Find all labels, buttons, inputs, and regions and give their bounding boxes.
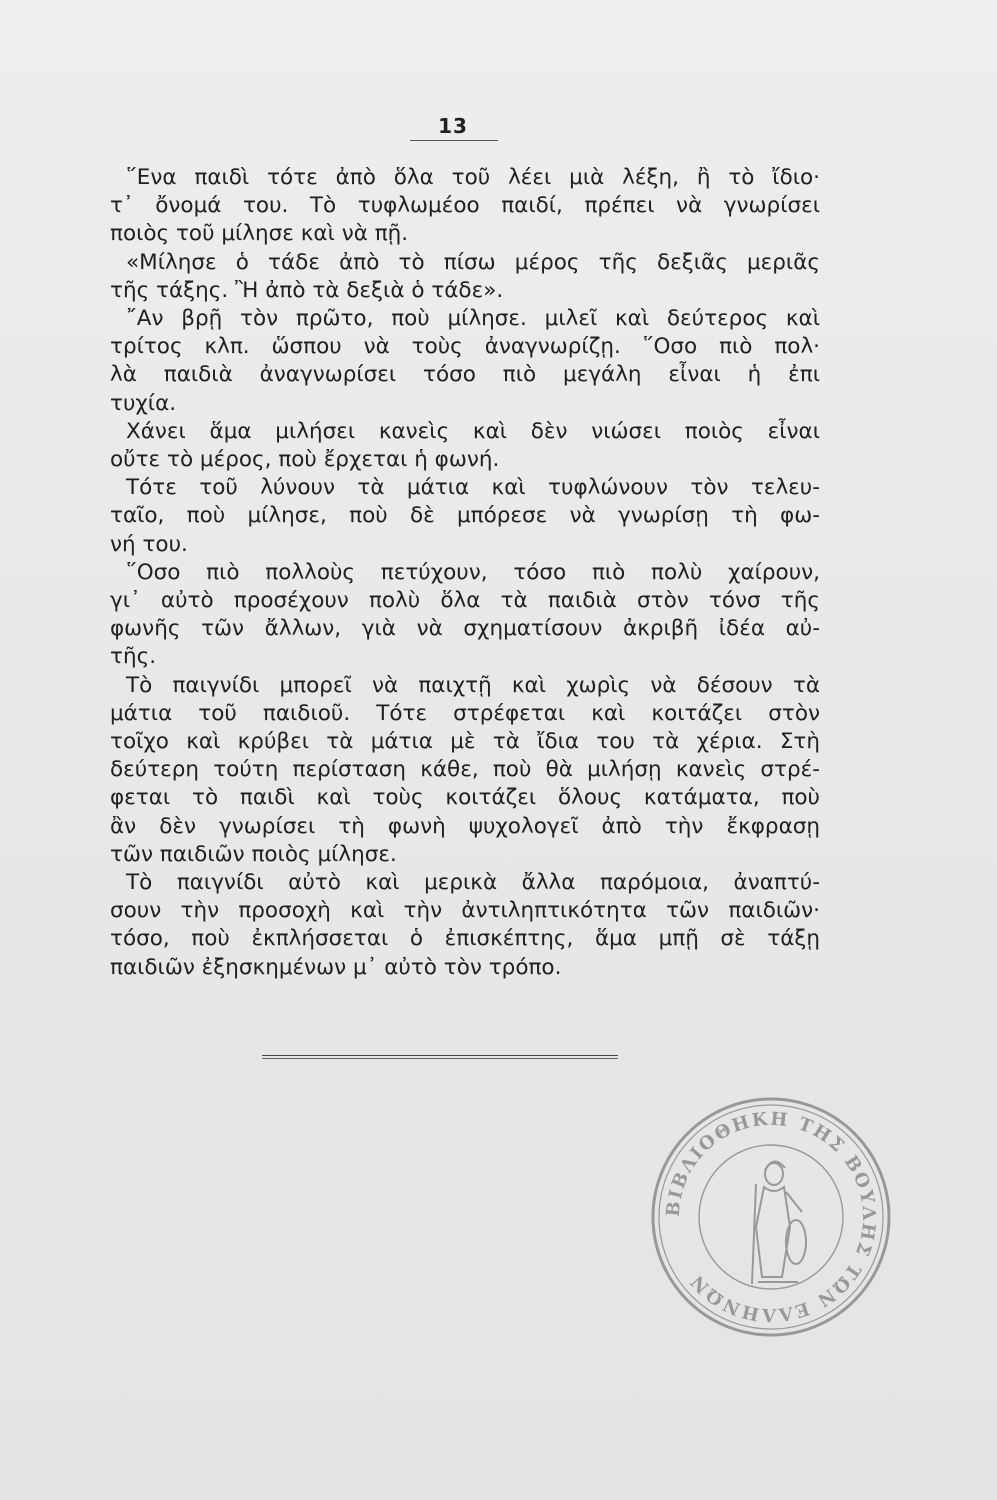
text-line: τρίτος κλπ. ὥσπου νὰ τοὺς ἀναγνωρίζῃ. ῞Οσο πιὸ πολ· — [110, 334, 820, 360]
text-line: οὔτε τὸ μέρος, ποὺ ἔρχεται ἡ φωνή. — [110, 447, 500, 473]
text-line: τυχία. — [110, 390, 177, 416]
text-line: ῞Οσο πιὸ πολλοὺς πετύχουν, τόσο πιὸ πολὺ χαίρουν, — [126, 559, 820, 585]
page-number-rule — [410, 140, 498, 141]
stamp-ring-text: ΒΙΒΛΙΟΘΗΚΗ ΤΗΣ ΒΟΥΛΗΣ ΤΩΝ ΕΛΛΗΝΩΝ — [662, 1108, 880, 1326]
text-line: Τὸ παιγνίδι αὐτὸ καὶ μερικὰ ἄλλα παρόμοια, ἀναπτύ- — [126, 870, 820, 896]
text-line: «Μίλησε ὁ τάδε ἀπὸ τὸ πίσω μέρος τῆς δεξιᾶς μεριᾶς — [126, 249, 820, 275]
text-line: ποιὸς τοῦ μίλησε καὶ νὰ πῇ. — [110, 221, 409, 247]
text-line: τόσο, ποὺ ἐκπλήσσεται ὁ ἐπισκέπτης, ἅμα μπῇ σὲ τάξῃ — [110, 926, 820, 952]
text-line: γι᾽ αὐτὸ προσέχουν πολὺ ὅλα τὰ παιδιὰ στὸν τόνσ τῆς — [110, 588, 820, 614]
text-line: ῞Ενα παιδὶ τότε ἀπὸ ὅλα τοῦ λέει μιὰ λέξη, ἢ τὸ ἴδιο· — [126, 165, 820, 190]
text-line: τῶν παιδιῶν ποιὸς μίλησε. — [110, 841, 397, 867]
text-line: Τότε τοῦ λύνουν τὰ μάτια καὶ τυφλώνουν τὸν τελευ- — [126, 475, 820, 501]
library-stamp — [646, 1092, 896, 1342]
text-line: φεται τὸ παιδὶ καὶ τοὺς κοιτάζει ὅλους κατάματα, ποὺ — [110, 785, 820, 811]
athena-figure-icon — [752, 1161, 806, 1284]
text-line: μάτια τοῦ παιδιοῦ. Τότε στρέφεται καὶ κοιτάζει στὸν — [110, 700, 820, 726]
text-line: δεύτερη τούτη περίσταση κάθε, ποὺ θὰ μιλήσῃ κανεὶς στρέ- — [110, 757, 820, 783]
text-line: νή του. — [110, 531, 188, 557]
text-line: ῎Αν βρῇ τὸν πρῶτο, ποὺ μίλησε. μιλεῖ καὶ δεύτερος καὶ — [126, 306, 820, 332]
end-rule — [262, 1055, 618, 1059]
body-text — [110, 164, 820, 982]
text-line: λὰ παιδιὰ ἀναγνωρίσει τόσο πιὸ μεγάλη εἶναι ἡ ἐπι — [110, 362, 820, 388]
text-line: ἂν δὲν γνωρίσει τὴ φωνὴ ψυχολογεῖ ἀπὸ τὴν ἔκφρασῃ — [110, 813, 820, 839]
text-line: παιδιῶν ἐξησκημένων μ᾽ αὐτὸ τὸν τρόπο. — [110, 954, 562, 980]
text-line: τῆς. — [110, 644, 157, 670]
text-line: Χάνει ἅμα μιλήσει κανεὶς καὶ δὲν νιώσει ποιὸς εἶναι — [126, 418, 820, 444]
page-number: 13 — [438, 114, 468, 138]
text-line: τοῖχο καὶ κρύβει τὰ μάτια μὲ τὰ ἴδια του τὰ χέρια. Στὴ — [110, 729, 820, 755]
text-line: ταῖο, ποὺ μίλησε, ποὺ δὲ μπόρεσε νὰ γνωρίσῃ τὴ φω- — [110, 503, 820, 529]
text-line: τῆς τάξης. Ἢ ἀπὸ τὰ δεξιὰ ὁ τάδε». — [110, 277, 504, 303]
text-line: τ᾽ ὄνομά του. Τὸ τυφλωμέοο παιδί, πρέπει νὰ γνωρίσει — [110, 193, 820, 219]
text-line: σουν τὴν προσοχὴ καὶ τὴν ἀντιληπτικότητα τῶν παιδιῶν· — [110, 898, 820, 924]
text-line: φωνῆς τῶν ἄλλων, γιὰ νὰ σχηματίσουν ἀκριβῆ ἰδέα αὐ- — [110, 616, 820, 642]
text-line: Τὸ παιγνίδι μπορεῖ νὰ παιχτῇ καὶ χωρὶς νὰ δέσουν τὰ — [126, 672, 820, 698]
